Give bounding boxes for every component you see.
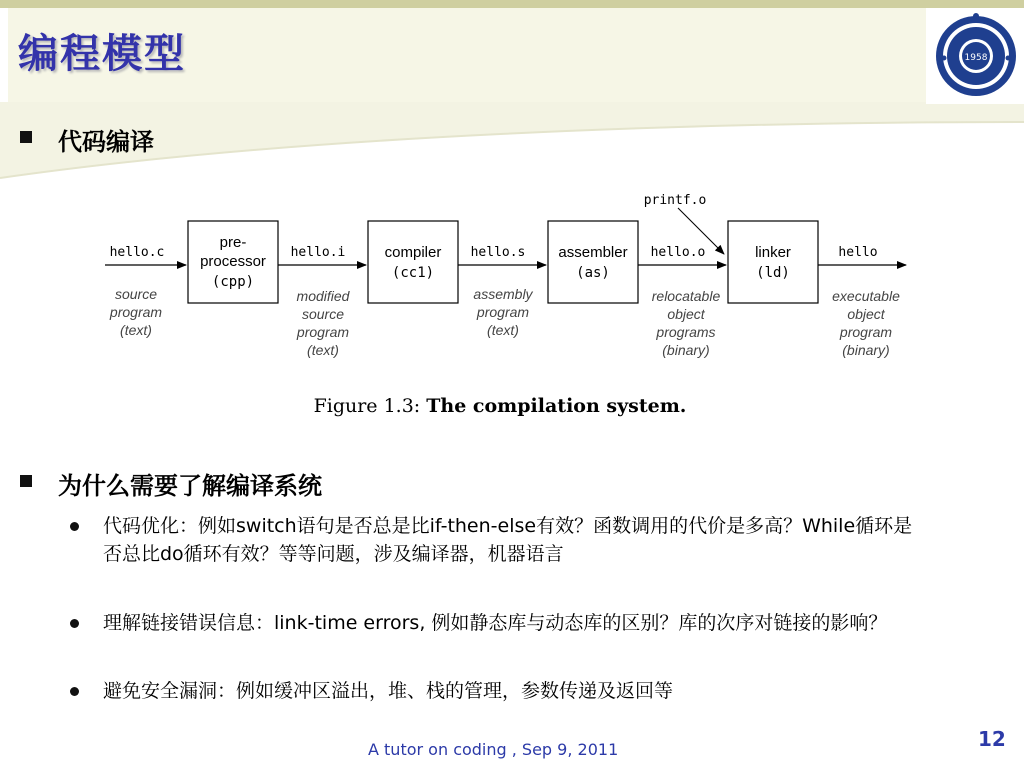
- list-item-text: 避免安全漏洞：例如缓冲区溢出，堆、栈的管理，参数传递及返回等: [103, 680, 674, 702]
- file-hello: hello: [838, 245, 878, 260]
- desc-executable-3: program: [839, 324, 893, 340]
- preprocessor-label-2: processor: [200, 253, 266, 270]
- desc-assembly-1: assembly: [473, 286, 533, 302]
- round-bullet-icon: [70, 619, 79, 628]
- file-hello-s: hello.s: [470, 245, 526, 260]
- compiler-label: compiler: [384, 244, 442, 261]
- desc-source-1: source: [114, 286, 158, 302]
- compilation-diagram: [100, 188, 920, 368]
- desc-executable-4: (binary): [842, 342, 890, 358]
- figure-caption: [0, 395, 1000, 417]
- file-hello-c: hello.c: [109, 245, 165, 260]
- desc-modified-4: (text): [307, 342, 339, 358]
- list-item-text: 理解链接错误信息：link-time errors, 例如静态库与动态库的区别？库的次序对链接的影响？: [103, 612, 888, 634]
- linker-label: linker: [755, 244, 791, 261]
- list-item: [70, 677, 920, 705]
- assembler-label: assembler: [558, 244, 628, 261]
- preprocessor-label-1: pre-: [219, 234, 247, 251]
- compiler-box: [368, 221, 458, 303]
- list-item-text: 代码优化：例如switch语句是否总是比if-then-else有效？函数调用的代价是多高？While循环是否总比do循环有效？等等问题，涉及编译器，机器语言: [103, 515, 913, 565]
- desc-relocatable-2: object: [667, 306, 705, 322]
- desc-modified-1: modified: [296, 288, 350, 304]
- linker-box: [728, 221, 818, 303]
- round-bullet-icon: [70, 522, 79, 531]
- desc-relocatable-3: programs: [656, 324, 716, 340]
- desc-relocatable-4: (binary): [662, 342, 710, 358]
- caption-prefix: Figure 1.3:: [313, 395, 421, 417]
- desc-modified-2: source: [301, 306, 345, 322]
- square-bullet-icon: [20, 475, 32, 487]
- assembler-box: [548, 221, 638, 303]
- round-bullet-icon: [70, 687, 79, 696]
- square-bullet-icon: [20, 131, 32, 143]
- file-printf-o: printf.o: [643, 193, 707, 208]
- page-number: 12: [978, 727, 1006, 751]
- desc-relocatable-1: relocatable: [651, 288, 721, 304]
- desc-executable-2: object: [847, 306, 885, 322]
- svg-text:1958: 1958: [964, 53, 988, 63]
- section1-label: 代码编译: [58, 128, 154, 156]
- section2-label: 为什么需要了解编译系统: [58, 472, 322, 500]
- file-hello-o: hello.o: [650, 245, 706, 260]
- preprocessor-cmd: (cpp): [211, 274, 255, 290]
- file-hello-i: hello.i: [290, 245, 346, 260]
- compiler-cmd: (cc1): [391, 265, 435, 281]
- desc-executable-1: executable: [832, 288, 900, 304]
- list-item: [70, 609, 920, 665]
- linker-cmd: (ld): [756, 265, 790, 281]
- desc-assembly-2: program: [476, 304, 530, 320]
- page-title: 编程模型: [18, 31, 186, 77]
- list-item: [70, 512, 920, 596]
- footer-text: A tutor on coding , Sep 9, 2011: [368, 740, 619, 759]
- university-logo: [928, 8, 1024, 104]
- assembler-cmd: (as): [576, 265, 610, 281]
- desc-source-2: program: [109, 304, 163, 320]
- desc-modified-3: program: [296, 324, 350, 340]
- desc-assembly-3: (text): [487, 322, 519, 338]
- desc-source-3: (text): [120, 322, 152, 338]
- caption-title: The compilation system.: [426, 395, 687, 417]
